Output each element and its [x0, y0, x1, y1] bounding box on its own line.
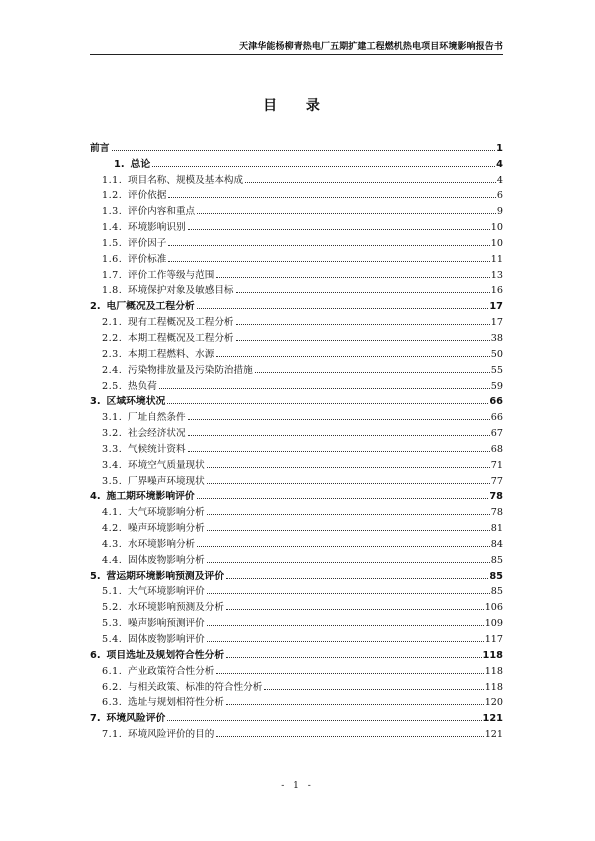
toc-entry-number: 4.4.	[102, 554, 123, 566]
toc-entry-number: 7.	[90, 713, 101, 725]
header-title: 天津华能杨柳青热电厂五期扩建工程燃机热电项目环境影响报告书	[239, 42, 503, 52]
toc-entry-number: 3.4.	[102, 459, 123, 471]
toc-entry-title: 前言	[90, 142, 110, 154]
toc-leader-dots	[188, 419, 490, 420]
toc-entry-number: 3.	[90, 396, 101, 408]
toc-entry-number: 4.2.	[102, 523, 123, 535]
toc-entry-page: 66	[489, 396, 503, 408]
toc-leader-dots	[264, 689, 483, 690]
toc-entry[interactable]	[90, 376, 503, 392]
toc-leader-dots	[207, 562, 490, 563]
page-title: 目 录	[263, 98, 332, 114]
toc-entry-number: 2.1.	[102, 317, 123, 329]
toc-entry-number: 2.3.	[102, 348, 123, 360]
toc-leader-dots	[197, 498, 489, 499]
toc-entry-page: 59	[490, 380, 503, 392]
toc-entry-page: 67	[490, 428, 503, 440]
toc-entry-number: 1.8.	[102, 285, 123, 297]
toc-leader-dots	[226, 657, 481, 658]
toc-entry-page: 4	[496, 174, 503, 186]
toc-entry-number: 5.1.	[102, 586, 123, 598]
toc-entry[interactable]	[90, 312, 503, 328]
toc-leader-dots	[255, 372, 490, 373]
toc-entry-page: 10	[490, 222, 503, 234]
toc-entry[interactable]	[90, 597, 503, 613]
toc-leader-dots	[226, 609, 484, 610]
toc-entry[interactable]	[90, 645, 503, 661]
toc-entry[interactable]	[90, 296, 503, 312]
toc-entry-title: 水环境影响预测及分析	[128, 602, 224, 614]
toc-entry-page: 118	[484, 681, 503, 693]
toc-entry-page: 50	[490, 348, 503, 360]
toc-leader-dots	[236, 324, 490, 325]
toc-entry-number: 1.6.	[102, 253, 123, 265]
toc-leader-dots	[167, 720, 481, 721]
toc-entry[interactable]	[90, 582, 503, 598]
toc-entry-number: 3.2.	[102, 428, 123, 440]
toc-entry-page: 38	[490, 332, 503, 344]
toc-entry[interactable]	[90, 487, 503, 503]
toc-entry-number: 1.	[114, 158, 125, 170]
toc-entry-title: 评价依据	[128, 190, 167, 202]
toc-entry[interactable]	[90, 392, 503, 408]
running-header	[90, 38, 503, 55]
toc-entry-page: 77	[490, 475, 503, 487]
toc-entry-title: 环境风险评价	[106, 713, 166, 725]
toc-entry-title: 大气环境影响评价	[128, 586, 205, 598]
toc-entry-page: 121	[484, 729, 503, 741]
toc-entry-page: 85	[489, 570, 503, 582]
toc-entry[interactable]	[90, 201, 503, 217]
toc-leader-dots	[207, 641, 484, 642]
toc-entry-number: 2.5.	[102, 380, 123, 392]
toc-leader-dots	[216, 277, 489, 278]
toc-entry-page: 81	[490, 523, 503, 535]
toc-entry-title: 项目名称、规模及基本构成	[128, 174, 244, 186]
toc-entry-title: 与相关政策、标准的符合性分析	[128, 681, 263, 693]
toc-entry[interactable]	[90, 724, 503, 740]
toc-entry-title: 厂界噪声环境现状	[128, 475, 205, 487]
toc-leader-dots	[197, 308, 489, 309]
toc-entry[interactable]	[90, 566, 503, 582]
toc-entry[interactable]	[90, 613, 503, 629]
toc-leader-dots	[168, 261, 489, 262]
toc-entry-title: 热负荷	[128, 380, 157, 392]
toc-leader-dots	[197, 546, 490, 547]
toc-entry[interactable]	[90, 693, 503, 709]
toc-leader-dots	[216, 356, 489, 357]
toc-entry-page: 13	[490, 269, 503, 281]
toc-entry-page: 118	[482, 649, 503, 661]
toc-entry-number: 6.	[90, 649, 101, 661]
toc-entry-title: 区域环境状况	[106, 396, 166, 408]
toc-entry-page: 71	[490, 459, 503, 471]
toc-entry-number: 5.3.	[102, 618, 123, 630]
toc-leader-dots	[245, 182, 496, 183]
toc-leader-dots	[167, 403, 488, 404]
toc-leader-dots	[197, 213, 496, 214]
toc-entry-title: 固体废物影响分析	[128, 554, 205, 566]
toc-leader-dots	[168, 197, 496, 198]
toc-leader-dots	[236, 292, 490, 293]
toc-entry[interactable]	[90, 550, 503, 566]
toc-leader-dots	[152, 166, 495, 167]
toc-entry[interactable]	[90, 265, 503, 281]
toc-entry[interactable]	[90, 217, 503, 233]
toc-leader-dots	[226, 578, 488, 579]
toc-leader-dots	[216, 673, 483, 674]
toc-entry-number: 1.5.	[102, 237, 123, 249]
toc-entry-page: 84	[490, 538, 503, 550]
toc-entry-page: 17	[490, 317, 503, 329]
toc-leader-dots	[207, 467, 490, 468]
toc-entry-number: 7.1.	[102, 729, 123, 741]
toc-leader-dots	[168, 245, 489, 246]
toc-entry-title: 施工期环境影响评价	[106, 491, 195, 503]
toc-entry[interactable]	[90, 518, 503, 534]
toc-entry[interactable]	[90, 281, 503, 297]
toc-entry-page: 66	[490, 412, 503, 424]
toc-entry-page: 85	[490, 586, 503, 598]
toc-entry-number: 3.1.	[102, 412, 123, 424]
toc-entry-number: 3.5.	[102, 475, 123, 487]
toc-entry[interactable]	[90, 677, 503, 693]
toc-entry-page: 85	[490, 554, 503, 566]
toc-entry-title: 社会经济状况	[128, 428, 186, 440]
toc-entry-page: 118	[484, 665, 503, 677]
toc-entry-number: 1.4.	[102, 222, 123, 234]
toc-entry[interactable]	[90, 629, 503, 645]
toc-leader-dots	[188, 451, 490, 452]
toc-entry-title: 本期工程燃料、水源	[128, 348, 215, 360]
toc-entry-title: 评价标准	[128, 253, 167, 265]
toc-entry-number: 2.4.	[102, 364, 123, 376]
toc-entry-page: 6	[496, 190, 503, 202]
toc-entry[interactable]	[90, 502, 503, 518]
toc-entry[interactable]	[90, 439, 503, 455]
toc-entry-title: 总论	[130, 158, 151, 170]
toc-entry-page: 78	[490, 507, 503, 519]
toc-entry-title: 现有工程概况及工程分析	[128, 317, 234, 329]
toc-entry-page: 120	[484, 697, 503, 709]
toc-entry-title: 环境空气质量现状	[128, 459, 205, 471]
toc-entry-page: 109	[484, 618, 503, 630]
toc-entry-number: 1.3.	[102, 206, 123, 218]
toc-entry[interactable]	[90, 249, 503, 265]
toc-entry-page: 55	[490, 364, 503, 376]
toc-entry-number: 2.	[90, 301, 101, 313]
toc-entry-number: 3.3.	[102, 443, 123, 455]
toc-entry-number: 1.7.	[102, 269, 123, 281]
toc-entry-number: 4.	[90, 491, 101, 503]
toc-leader-dots	[188, 229, 490, 230]
toc-entry-title: 环境影响识别	[128, 222, 186, 234]
toc-leader-dots	[226, 704, 484, 705]
toc-entry-page: 9	[496, 206, 503, 218]
toc-entry[interactable]	[90, 360, 503, 376]
toc-leader-dots	[207, 530, 490, 531]
toc-entry[interactable]	[90, 233, 503, 249]
toc-entry-title: 气候统计资料	[128, 443, 186, 455]
toc-entry-page: 121	[482, 713, 503, 725]
toc-entry[interactable]	[90, 661, 503, 677]
toc-entry[interactable]	[90, 407, 503, 423]
toc-entry[interactable]	[90, 455, 503, 471]
toc-entry-title: 大气环境影响分析	[128, 507, 205, 519]
toc-entry-title: 项目选址及规划符合性分析	[106, 649, 225, 661]
toc-entry[interactable]	[90, 344, 503, 360]
toc-entry-number: 4.3.	[102, 538, 123, 550]
toc-entry[interactable]	[90, 170, 503, 186]
toc-entry-title: 评价因子	[128, 237, 167, 249]
toc-entry-page: 16	[490, 285, 503, 297]
table-of-contents	[90, 138, 503, 740]
toc-entry[interactable]	[90, 328, 503, 344]
toc-entry-title: 评价内容和重点	[128, 206, 196, 218]
toc-entry-number: 1.1.	[102, 174, 123, 186]
toc-leader-dots	[159, 388, 490, 389]
toc-entry[interactable]	[90, 154, 503, 170]
toc-entry-number: 2.2.	[102, 332, 123, 344]
toc-entry-page: 1	[496, 142, 503, 154]
toc-entry-title: 环境保护对象及敏感目标	[128, 285, 234, 297]
toc-entry-number: 5.2.	[102, 602, 123, 614]
toc-entry-page: 4	[496, 158, 503, 170]
toc-entry-page: 78	[489, 491, 503, 503]
toc-entry[interactable]	[90, 471, 503, 487]
toc-entry-title: 固体废物影响评价	[128, 634, 205, 645]
toc-entry-title: 环境风险评价的目的	[128, 729, 215, 741]
toc-leader-dots	[207, 483, 490, 484]
toc-entry-page: 17	[489, 301, 503, 313]
toc-leader-dots	[207, 625, 484, 626]
toc-entry-number: 6.2.	[102, 681, 123, 693]
toc-entry[interactable]	[90, 186, 503, 202]
toc-leader-dots	[207, 514, 490, 515]
toc-entry-title: 厂址自然条件	[128, 412, 186, 424]
toc-entry-title: 营运期环境影响预测及评价	[106, 570, 225, 582]
toc-leader-dots	[207, 593, 490, 594]
toc-entry-title: 水环境影响分析	[128, 538, 196, 550]
toc-entry-number: 5.4.	[102, 634, 123, 645]
toc-entry-number: 4.1.	[102, 507, 123, 519]
toc-entry-title: 噪声环境影响分析	[128, 523, 205, 535]
toc-entry[interactable]	[90, 708, 503, 724]
toc-entry-title: 污染物排放量及污染防治措施	[128, 364, 253, 376]
toc-entry-number: 1.2.	[102, 190, 123, 202]
toc-entry-page: 11	[490, 253, 503, 265]
toc-entry-number: 6.3.	[102, 697, 123, 709]
toc-entry-page: 10	[490, 237, 503, 249]
toc-entry-number: 5.	[90, 570, 101, 582]
toc-entry-page: 106	[484, 602, 503, 614]
toc-entry-title: 电厂概况及工程分析	[106, 301, 195, 313]
page-number: - 1 -	[281, 781, 314, 791]
toc-entry[interactable]	[90, 534, 503, 550]
toc-entry-page: 68	[490, 443, 503, 455]
toc-entry-title: 产业政策符合性分析	[128, 665, 215, 677]
toc-leader-dots	[216, 736, 483, 737]
toc-entry-page: 117	[484, 634, 503, 645]
toc-entry-title: 本期工程概况及工程分析	[128, 332, 234, 344]
toc-entry-title: 评价工作等级与范围	[128, 269, 215, 281]
toc-entry[interactable]	[90, 138, 503, 154]
toc-entry-number: 6.1.	[102, 665, 123, 677]
toc-entry-title: 噪声影响预测评价	[128, 618, 205, 630]
toc-leader-dots	[112, 150, 496, 151]
toc-leader-dots	[236, 340, 490, 341]
toc-leader-dots	[188, 435, 490, 436]
toc-entry-title: 选址与规划相符性分析	[128, 697, 224, 709]
toc-entry[interactable]	[90, 423, 503, 439]
